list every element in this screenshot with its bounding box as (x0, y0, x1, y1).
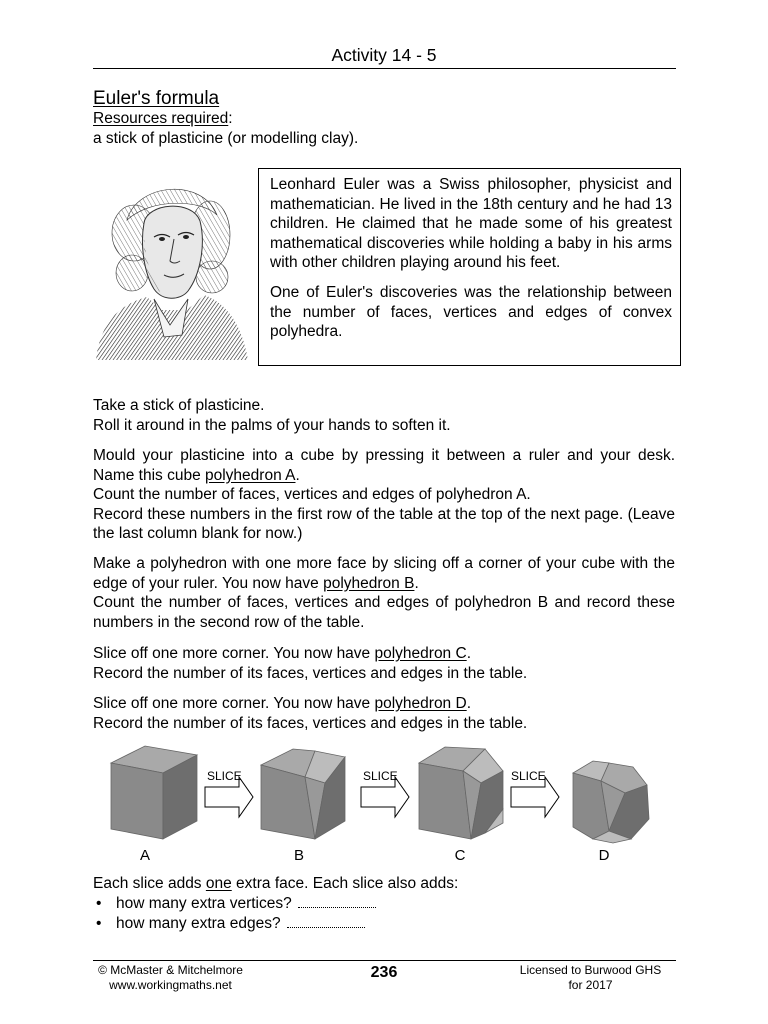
shape-label-b: B (293, 847, 305, 864)
slice-arrow-1 (205, 777, 253, 817)
footer-license: Licensed to Burwood GHS for 2017 (519, 963, 662, 992)
info-paragraph: One of Euler's discoveries was the relationship between the number of faces, vertices and edges of convex polyhedra. (270, 283, 672, 341)
polyhedron-c-shape (419, 747, 503, 839)
slice-label: SLICE (363, 769, 398, 783)
euler-portrait (92, 175, 250, 360)
resources-text: a stick of plasticine (or modelling clay). (93, 129, 359, 147)
slice-label: SLICE (207, 769, 242, 783)
polyhedron-d-term: polyhedron D (374, 695, 467, 712)
instruction-paragraph-2: Mould your plasticine into a cube by pressing it between a ruler and your desk. Name this cube polyhedron A. Count the number of faces, vertices and edges of polyhedron A. Record these numbers in the first row of the table at the top of the next page. (Leave the last column blank for now.) (93, 447, 675, 543)
polyhedron-b-shape (261, 749, 345, 839)
euler-info-box (258, 168, 681, 366)
copyright-text: © McMaster & Mitchelmore (98, 963, 243, 977)
shape-label-c: C (454, 847, 466, 864)
activity-title: Activity 14 - 5 (331, 45, 437, 65)
polyhedron-c-term: polyhedron C (374, 645, 467, 662)
slice-arrow-3 (511, 777, 559, 817)
answer-blank-vertices[interactable] (298, 897, 376, 908)
footer-credit (93, 963, 248, 993)
slicing-diagram (93, 743, 676, 870)
section-title: Euler's formula (93, 88, 220, 109)
resources-block: Resources required: a stick of plasticine (or modelling clay). (93, 110, 359, 147)
polyhedron-a-shape (111, 746, 197, 839)
info-paragraph: Leonhard Euler was a Swiss philosopher, physicist and mathematician. He lived in the 18th century and he had 13 children. He claimed that he made some of his greatest mathematical discoveries while holding a baby in his arms with other children playing around his feet. (270, 176, 672, 272)
page-number: 236 (370, 964, 398, 981)
shape-label-a: A (139, 847, 151, 864)
header-divider (93, 68, 676, 69)
shape-label-d: D (598, 847, 610, 864)
answer-blank-edges[interactable] (287, 917, 365, 928)
polyhedron-d-shape (573, 761, 649, 843)
polyhedron-b-term: polyhedron B (323, 574, 415, 592)
slice-label: SLICE (511, 769, 546, 783)
question-vertices: • how many extra vertices? (93, 894, 675, 914)
polyhedron-a-term: polyhedron A (205, 466, 296, 484)
slice-arrow-2 (361, 777, 409, 817)
question-edges: • how many extra edges? (93, 914, 675, 934)
instruction-paragraph-4: Slice off one more corner. You now have polyhedron C. Record the number of its faces, vertices and edges in the table. (93, 645, 528, 682)
instruction-paragraph-1: Take a stick of plasticine. Roll it around in the palms of your hands to soften it. (93, 397, 451, 434)
instruction-paragraph-3: Make a polyhedron with one more face by slicing off a corner of your cube with the edge of your ruler. You now have polyhedron B. Count the number of faces, vertices and edges of polyhedron B and record these numbers in the second row of the table. (93, 555, 675, 631)
website-text: www.workingmaths.net (109, 978, 232, 992)
footer-divider (93, 960, 676, 961)
resources-label: Resources required (93, 110, 229, 127)
slice-summary: Each slice adds one extra face. Each slice also adds: • how many extra vertices? • how many extra edges? (93, 874, 675, 934)
instruction-paragraph-5: Slice off one more corner. You now have polyhedron D. Record the number of its faces, vertices and edges in the table. (93, 695, 528, 732)
